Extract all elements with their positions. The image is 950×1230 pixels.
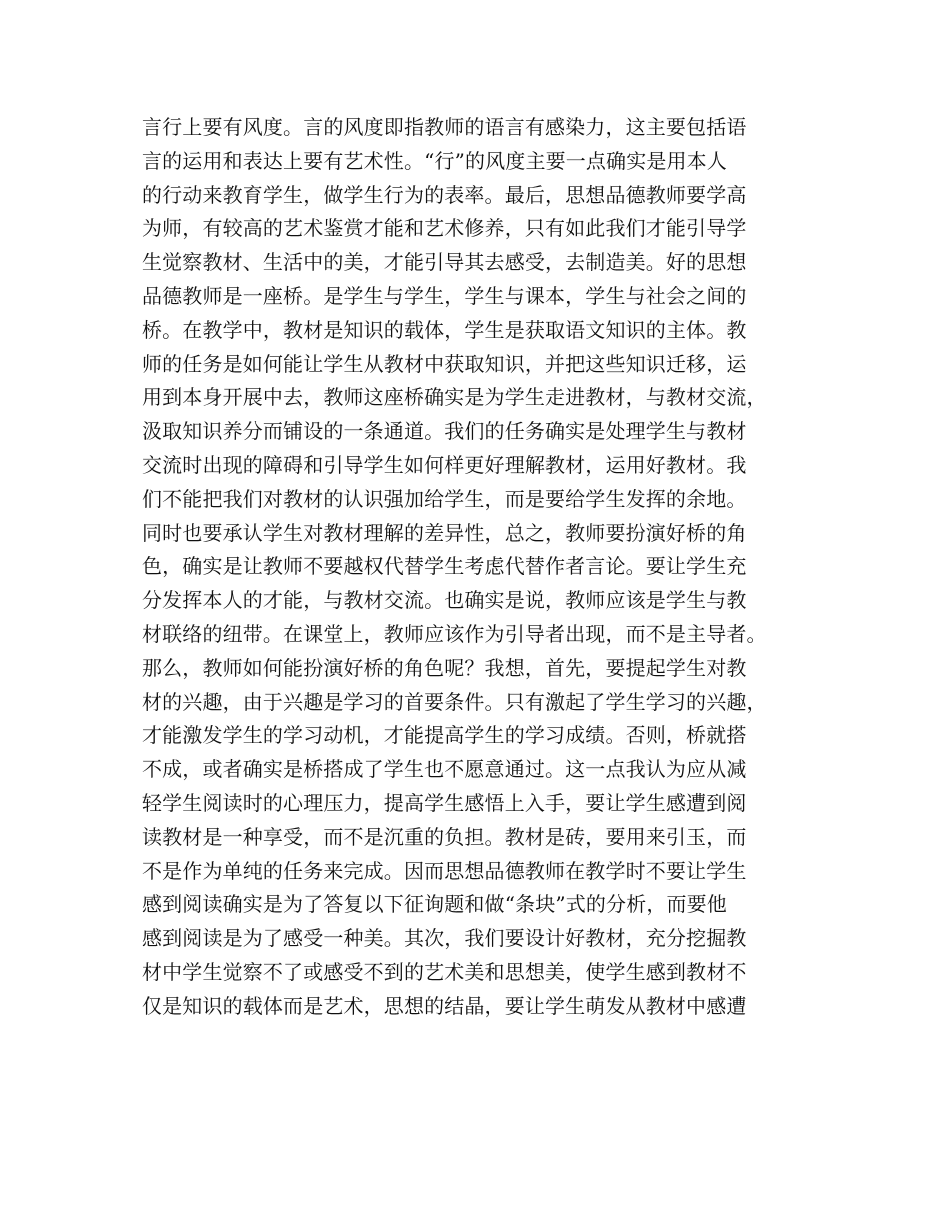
text-line: 同时也要承认学生对教材理解的差异性，总之，教师要扮演好桥的角 bbox=[142, 520, 747, 545]
text-line: 轻学生阅读时的心理压力，提高学生感悟上入手，要让学生感遭到阅 bbox=[142, 790, 747, 815]
text-line: 品德教师是一座桥。是学生与学生，学生与课本，学生与社会之间的 bbox=[142, 283, 747, 308]
text-line: 生觉察教材、生活中的美，才能引导其去感受，去制造美。好的思想 bbox=[142, 250, 747, 275]
text-line: 分发挥本人的才能，与教材交流。也确实是说，教师应该是学生与教 bbox=[142, 588, 747, 613]
text-line: 仅是知识的载体而是艺术，思想的结晶，要让学生萌发从教材中感遭 bbox=[142, 993, 747, 1018]
body-text bbox=[142, 111, 842, 1024]
text-line: 不是作为单纯的任务来完成。因而思想品德教师在教学时不要让学生 bbox=[142, 858, 747, 883]
text-line: 用到本身开展中去，教师这座桥确实是为学生走进教材，与教材交流， bbox=[142, 385, 767, 410]
text-line: 为师，有较高的艺术鉴赏才能和艺术修养，只有如此我们才能引导学 bbox=[142, 216, 747, 241]
text-line: 那么，教师如何能扮演好桥的角色呢？我想，首先，要提起学生对教 bbox=[142, 655, 747, 680]
text-line: 材的兴趣，由于兴趣是学习的首要条件。只有激起了学生学习的兴趣， bbox=[142, 689, 767, 714]
text-line: 色，确实是让教师不要越权代替学生考虑代替作者言论。要让学生充 bbox=[142, 554, 747, 579]
text-line: 读教材是一种享受，而不是沉重的负担。教材是砖，要用来引玉，而 bbox=[142, 824, 747, 849]
text-line: 们不能把我们对教材的认识强加给学生，而是要给学生发挥的余地。 bbox=[142, 486, 747, 511]
text-line: 材中学生觉察不了或感受不到的艺术美和思想美，使学生感到教材不 bbox=[142, 959, 747, 984]
text-line: 交流时出现的障碍和引导学生如何样更好理解教材，运用好教材。我 bbox=[142, 452, 747, 477]
text-line: 感到阅读是为了感受一种美。其次，我们要设计好教材，充分挖掘教 bbox=[142, 926, 747, 951]
text-line: 汲取知识养分而铺设的一条通道。我们的任务确实是处理学生与教材 bbox=[142, 419, 747, 444]
text-line: 感到阅读确实是为了答复以下征询题和做“条块”式的分析，而要他 bbox=[142, 892, 727, 917]
text-line: 师的任务是如何能让学生从教材中获取知识，并把这些知识迁移，运 bbox=[142, 351, 747, 376]
text-line: 材联络的纽带。在课堂上，教师应该作为引导者出现，而不是主导者。 bbox=[142, 621, 767, 646]
text-line: 的行动来教育学生，做学生行为的表率。最后，思想品德教师要学高 bbox=[142, 182, 747, 207]
text-line: 不成，或者确实是桥搭成了学生也不愿意通过。这一点我认为应从减 bbox=[142, 757, 747, 782]
text-line: 桥。在教学中，教材是知识的载体，学生是获取语文知识的主体。教 bbox=[142, 317, 747, 342]
text-line: 才能激发学生的学习动机，才能提高学生的学习成绩。否则，桥就搭 bbox=[142, 723, 747, 748]
text-line: 言行上要有风度。言的风度即指教师的语言有感染力，这主要包括语 bbox=[142, 115, 747, 139]
text-line: 言的运用和表达上要有艺术性。“行”的风度主要一点确实是用本人 bbox=[142, 148, 727, 173]
